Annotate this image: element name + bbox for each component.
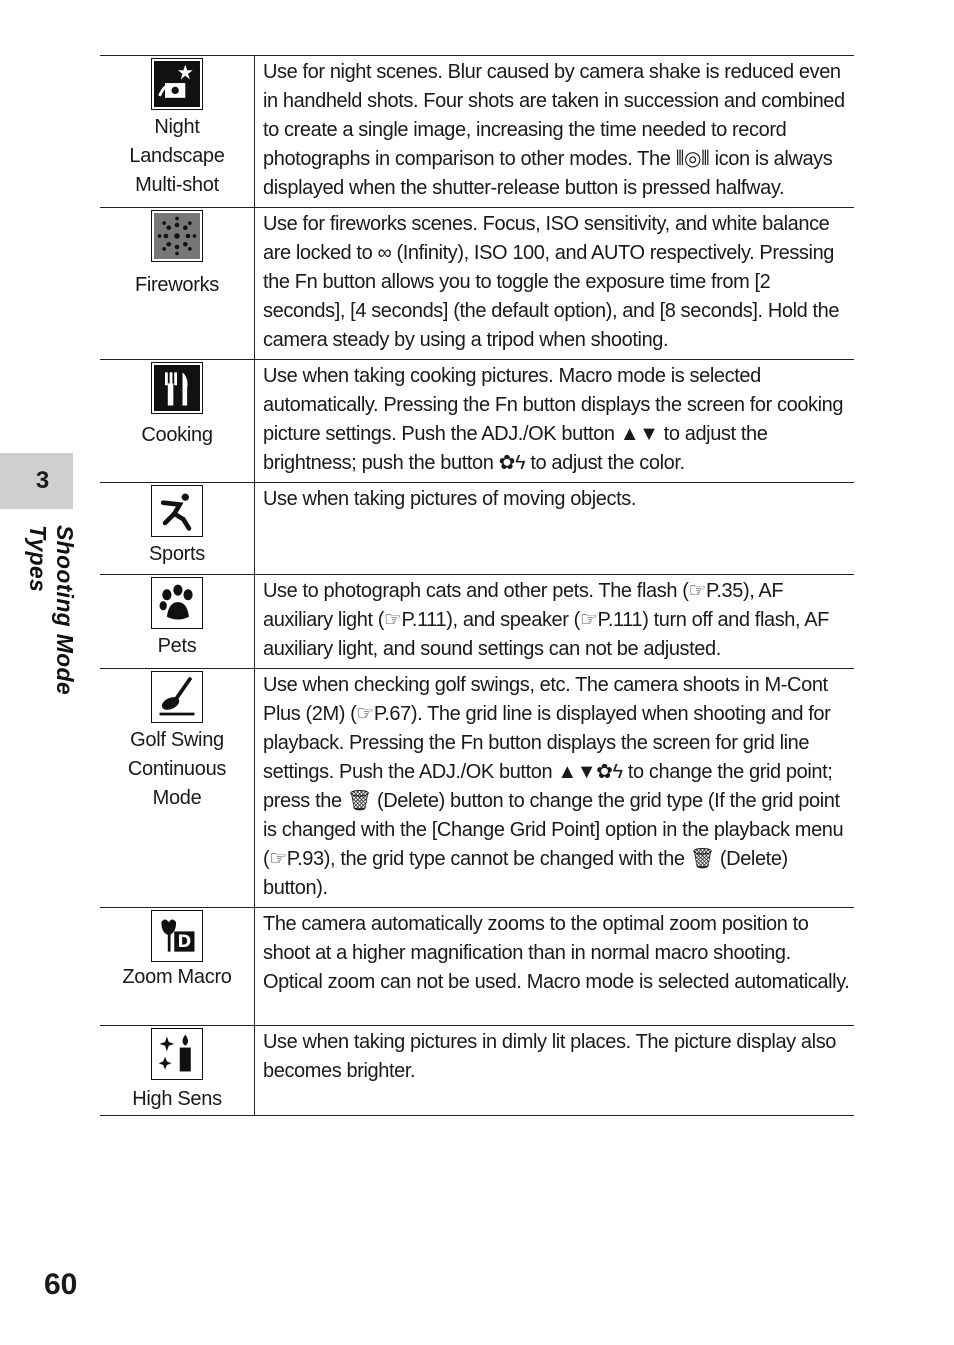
table-row (100, 1026, 854, 1116)
table-row (100, 575, 854, 669)
table-row (100, 669, 854, 908)
mode-icon-cell (100, 208, 255, 360)
zoom-macro-icon (152, 911, 202, 961)
mode-icon-cell (100, 360, 255, 483)
mode-icon-cell (100, 56, 255, 208)
golf-swing-icon (152, 672, 202, 722)
mode-description: Use when taking cooking pictures. Macro mode is selected automatically. Pressing the Fn button displays the screen for cooking picture settings. Push the ADJ./OK button ▲▼ to adjust the brightness; push the button ✿ϟ to adjust the color. (255, 360, 855, 483)
chapter-number: 3 (35, 467, 50, 494)
sports-icon (152, 486, 202, 536)
mode-description: The camera automatically zooms to the optimal zoom position to shoot at a higher magnification than in normal macro shooting. Optical zoom can not be used. Macro mode is selected automatically. (255, 908, 855, 1026)
table-row (100, 56, 854, 208)
mode-description: Use when taking pictures of moving objects. (255, 483, 855, 575)
mode-icon-cell (100, 1026, 255, 1116)
mode-label: Cooking (141, 424, 213, 446)
mode-label: High Sens (132, 1088, 222, 1110)
mode-description: Use for night scenes. Blur caused by camera shake is reduced even in handheld shots. Four shots are taken in succession and combined to create a single image, increasing the time needed to record photographs in comparison to other modes. The ⦀◎⦀ icon is always displayed when the shutter-release button is pressed halfway. (255, 56, 855, 208)
mode-label: Zoom Macro (122, 966, 232, 988)
pets-icon (152, 578, 202, 628)
chapter-title: Shooting Mode Types (25, 525, 78, 695)
mode-description: Use for fireworks scenes. Focus, ISO sensitivity, and white balance are locked to ∞ (Infinity), ISO 100, and AUTO respectively. Pressing the Fn button allows you to toggle the exposure time from [2 seconds], [4 seconds] (the default option), and [8 seconds]. Hold the camera steady by using a tripod when shooting. (255, 208, 855, 360)
mode-label: Golf Swing Continuous Mode (127, 729, 227, 809)
night-landscape-icon (152, 59, 202, 109)
table-row (100, 208, 854, 360)
chapter-tab (0, 453, 73, 509)
shooting-modes-table (100, 55, 854, 1116)
cooking-icon (152, 363, 202, 413)
mode-label: Night Landscape Multi-shot (129, 116, 225, 196)
mode-label: Pets (157, 635, 197, 657)
mode-description: Use to photograph cats and other pets. The flash (☞P.35), AF auxiliary light (☞P.111), and speaker (☞P.111) turn off and flash, AF auxiliary light, and sound settings can not be adjusted. (255, 575, 855, 669)
mode-description: Use when taking pictures in dimly lit places. The picture display also becomes brighter. (255, 1026, 855, 1116)
mode-description: Use when checking golf swings, etc. The camera shoots in M-Cont Plus (2M) (☞P.67). The grid line is displayed when shooting and for playback. Pressing the Fn button displays the screen for grid line settings. Push the ADJ./OK button ▲▼✿ϟ to change the grid point; press the 🗑 (Delete) button to change the grid type (If the grid point is changed with the [Change Grid Point] option in the playback menu (☞P.93), the grid type cannot be changed with the 🗑 (Delete) button). (255, 669, 855, 908)
mode-icon-cell (100, 483, 255, 575)
mode-icon-cell (100, 575, 255, 669)
mode-icon-cell (100, 908, 255, 1026)
table-row (100, 360, 854, 483)
table-row (100, 908, 854, 1026)
mode-label: Fireworks (135, 274, 219, 296)
table-row (100, 483, 854, 575)
fireworks-icon (152, 211, 202, 261)
page-number: 60 (44, 1268, 78, 1301)
mode-icon-cell (100, 669, 255, 908)
svg-text:D: D (177, 932, 192, 952)
mode-label: Sports (148, 543, 205, 565)
high-sens-icon (152, 1029, 202, 1079)
